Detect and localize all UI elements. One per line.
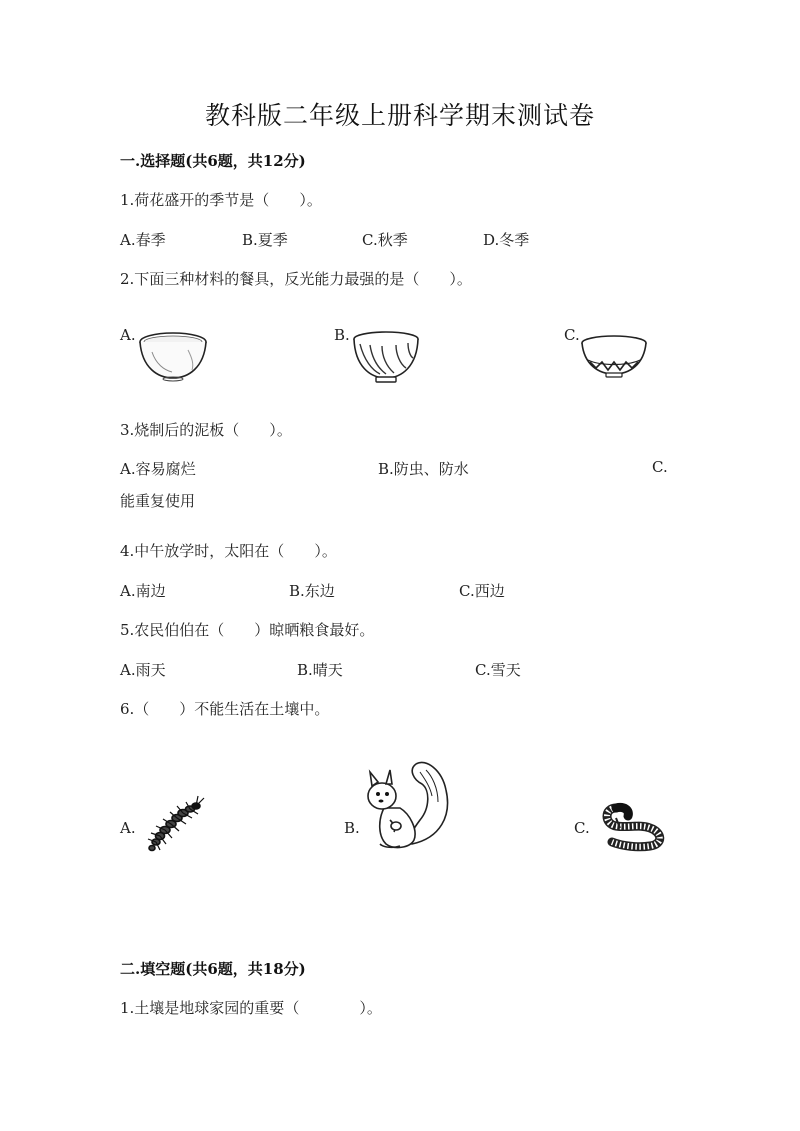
q3-option-c-text: 能重复使用 [120,492,196,510]
q4-option-c: C.西边 [459,582,505,600]
q1-option-c: C.秋季 [362,231,408,249]
q2-option-c: C. [564,326,580,344]
page-title: 教科版二年级上册科学期末测试卷 [204,101,595,130]
q6-option-b: B. [344,819,360,837]
q2-option-a: A. [120,326,136,344]
q1-option-b: B.夏季 [242,231,288,249]
q4-option-b: B.东边 [289,582,335,600]
question-6: 6.（ ）不能生活在土壤中。 [120,700,330,718]
q2-option-b: B. [334,326,350,344]
q3-option-c-label: C. [652,458,668,476]
squirrel-icon [360,756,452,852]
q1-option-a: A.春季 [120,231,166,249]
centipede-icon [138,792,212,856]
question-2: 2.下面三种材料的餐具，反光能力最强的是（ ）。 [120,270,472,288]
q5-option-c: C.雪天 [475,661,521,679]
q6-option-c: C. [574,819,590,837]
q5-option-b: B.晴天 [297,661,343,679]
question-5: 5.农民伯伯在（ ）晾晒粮食最好。 [120,621,375,639]
q1-option-d: D.冬季 [483,231,530,249]
earthworm-icon [598,794,668,854]
section-1-heading: 一.选择题(共6题，共12分) [120,152,306,170]
question-1: 1.荷花盛开的季节是（ ）。 [120,191,322,209]
q6-option-a: A. [120,819,136,837]
metal-bowl-icon [138,330,208,382]
wooden-bowl-icon [352,330,420,384]
fill-question-1: 1.土壤是地球家园的重要（ ）。 [120,999,382,1017]
question-3: 3.烧制后的泥板（ ）。 [120,421,292,439]
ceramic-bowl-icon [580,334,648,380]
q4-option-a: A.南边 [120,582,166,600]
q3-option-a: A.容易腐烂 [120,460,196,478]
q3-option-b: B.防虫、防水 [378,460,469,478]
q5-option-a: A.雨天 [120,661,166,679]
section-2-heading: 二.填空题(共6题，共18分) [120,960,306,978]
question-4: 4.中午放学时，太阳在（ ）。 [120,542,337,560]
